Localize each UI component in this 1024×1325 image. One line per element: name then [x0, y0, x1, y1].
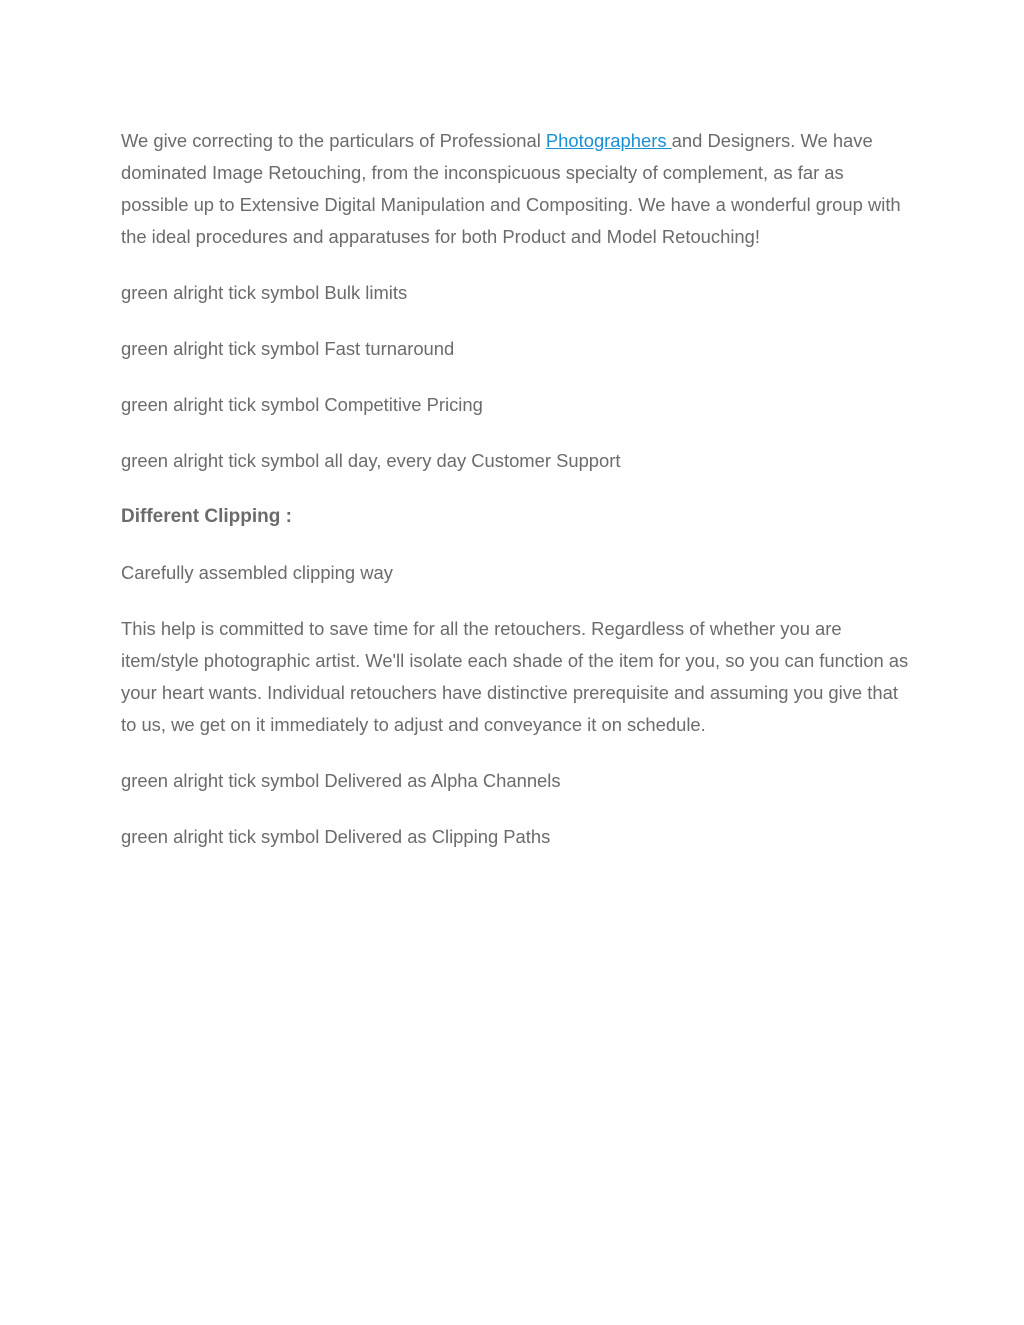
feature-item-customer-support: green alright tick symbol all day, every day Customer Support [121, 450, 621, 471]
feature-item-alpha-channels: green alright tick symbol Delivered as Alpha Channels [121, 770, 561, 791]
photographers-link[interactable]: Photographers [545, 130, 672, 151]
feature-item-competitive-pricing: green alright tick symbol Competitive Pricing [121, 394, 483, 415]
intro-text-start: We give correcting to the particulars of Professional [121, 130, 546, 151]
feature-list-1 [121, 277, 911, 477]
feature-item-clipping-paths: green alright tick symbol Delivered as Clipping Paths [121, 826, 551, 847]
subheading: Carefully assembled clipping way [121, 562, 393, 583]
intro-text-end: and Designers. We have dominated Image Retouching, from the inconspicuous specialty of complement, as far as possible up to Extensive Digital Manipulation and Compositing. We have a wonderful group with the ideal procedures and apparatuses for both Product and Model Retouching! [121, 130, 901, 247]
feature-item-bulk-limits: green alright tick symbol Bulk limits [121, 282, 408, 303]
section-heading: Different Clipping : [121, 506, 292, 527]
body-paragraph: This help is committed to save time for all the retouchers. Regardless of whether you are item/style photographic artist. We'll isolate each shade of the item for you, so you can function as your heart wants. Individual retouchers have distinctive prerequisite and assuming you give that to us, we get on it immediately to adjust and conveyance it on schedule. [121, 618, 909, 735]
intro-paragraph [121, 125, 911, 253]
feature-item-fast-turnaround: green alright tick symbol Fast turnaround [121, 338, 455, 359]
document-page [121, 125, 911, 877]
feature-list-2 [121, 765, 911, 853]
